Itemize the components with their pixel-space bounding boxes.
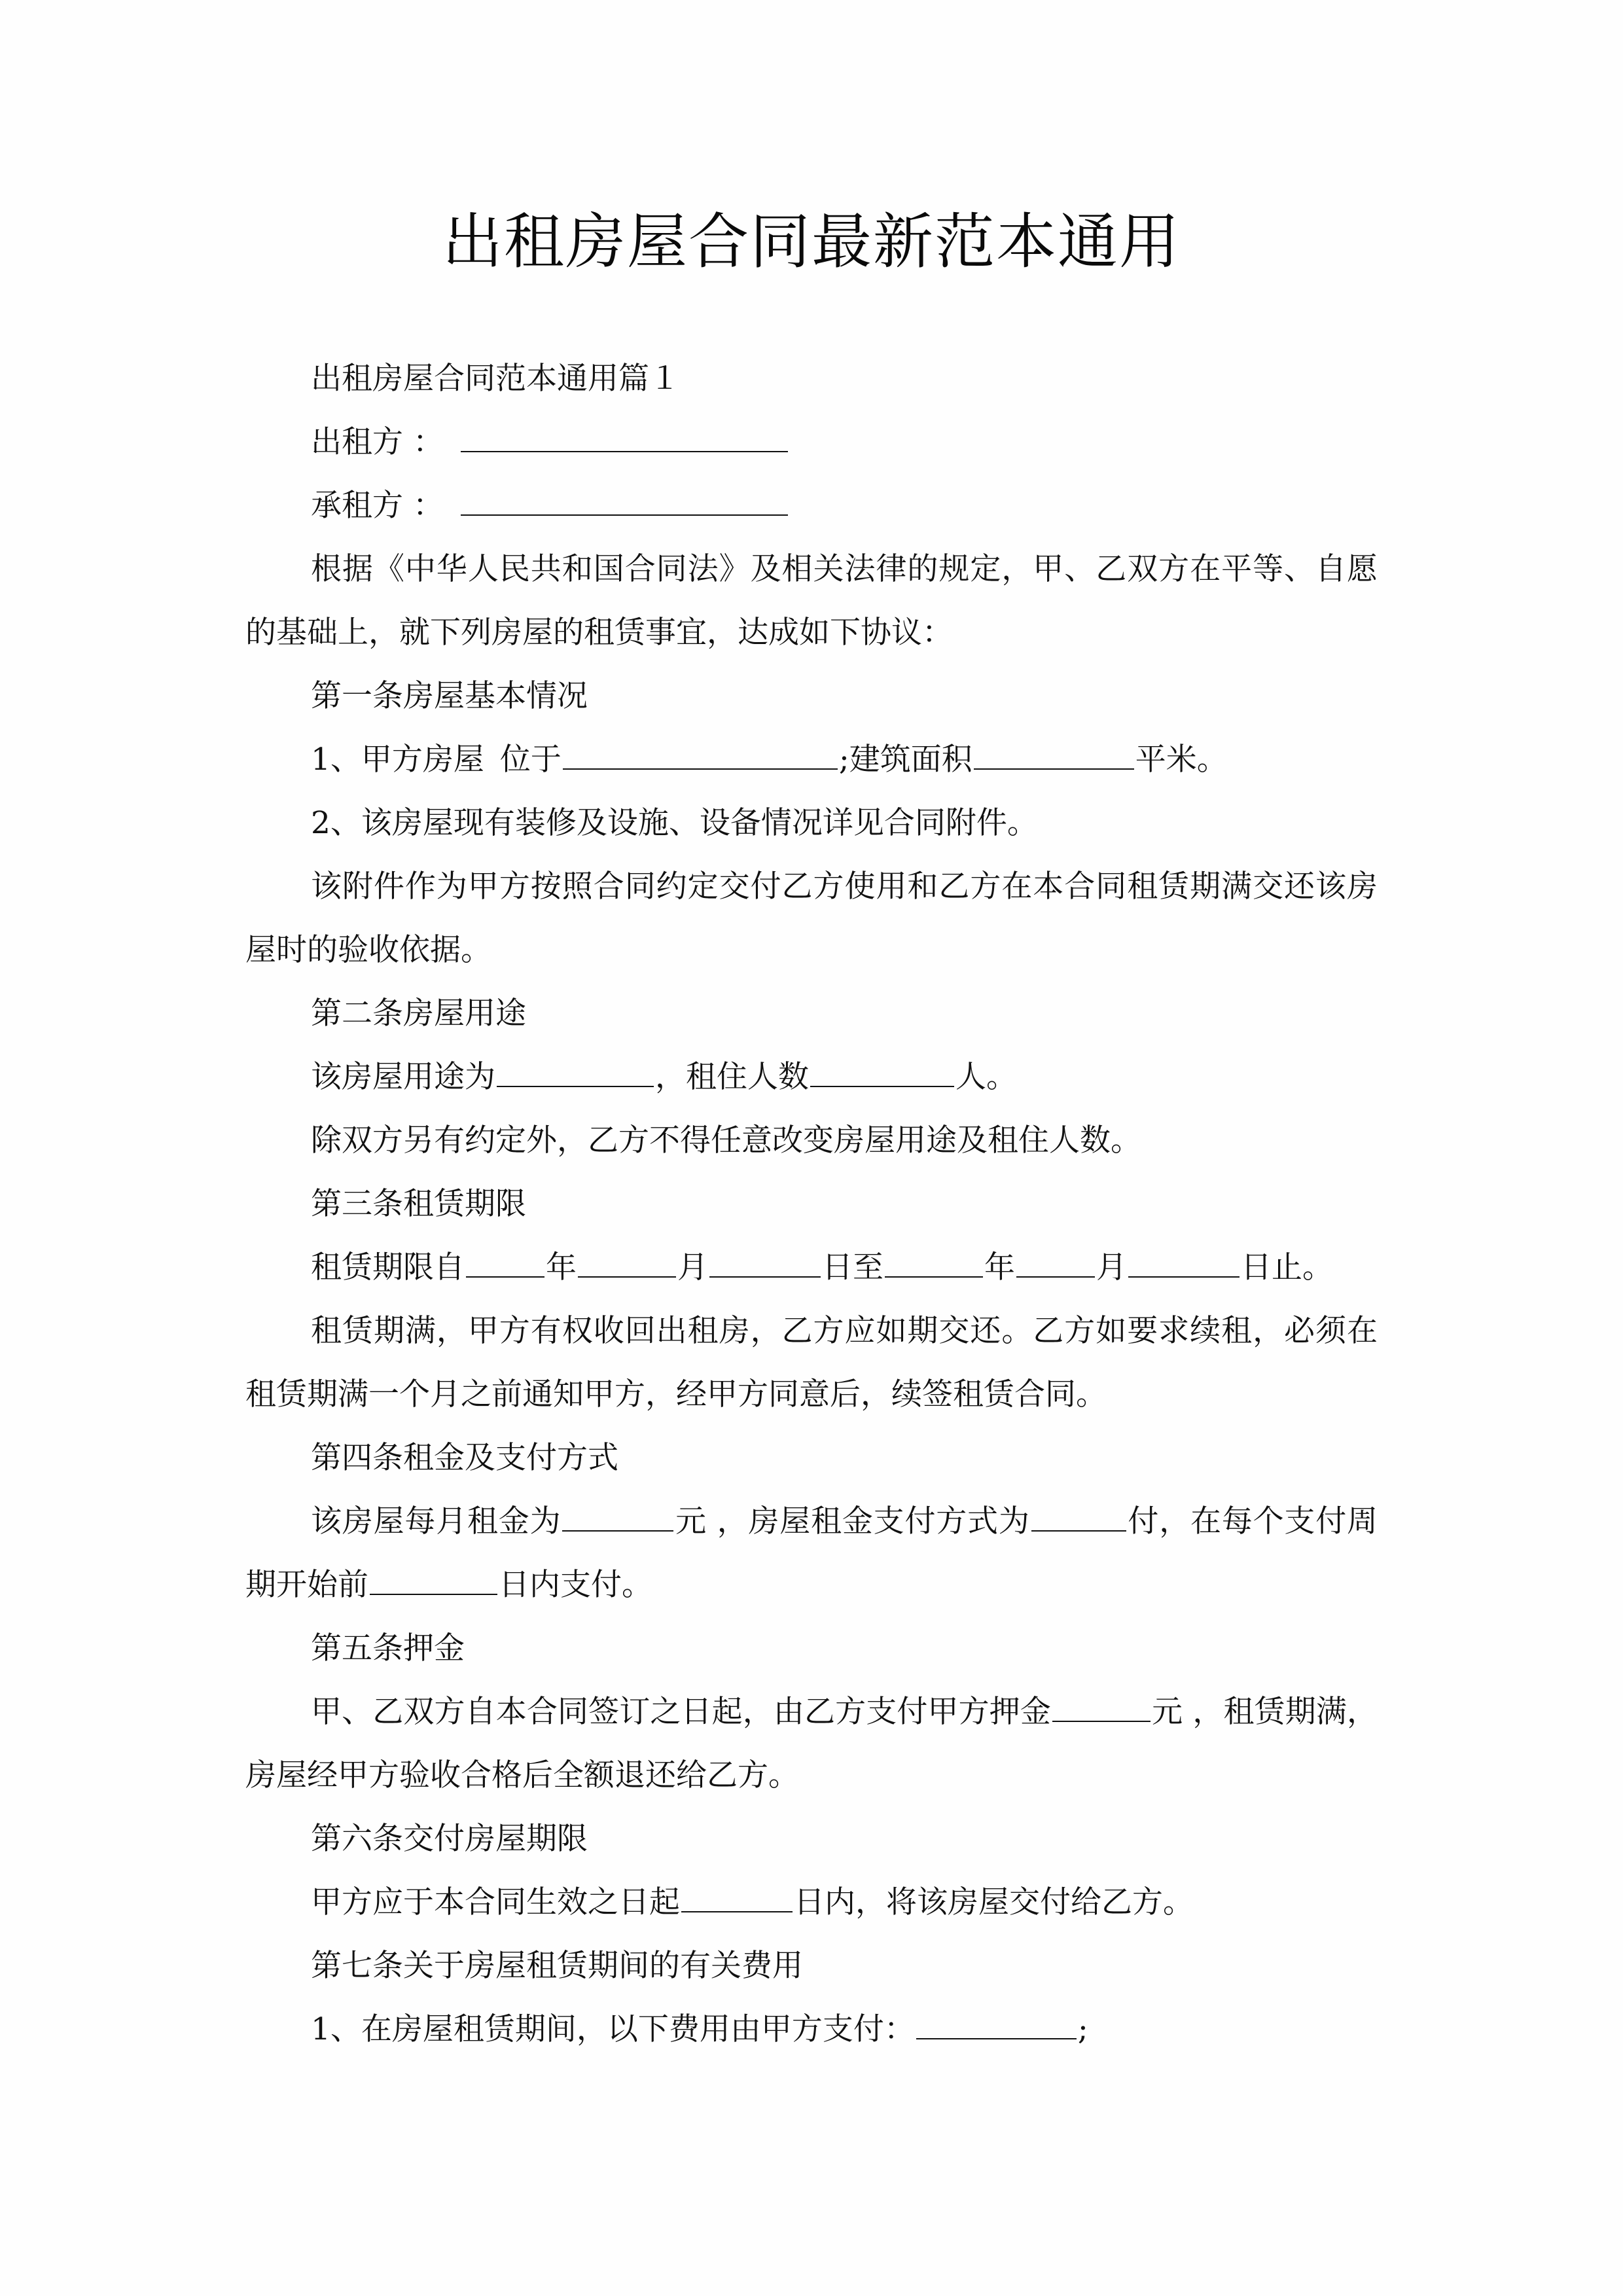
- article3-term: [245, 1236, 1378, 1299]
- fees-text-b: ;: [1077, 2011, 1088, 2047]
- use-text-c: 人。: [955, 1059, 1017, 1095]
- end-day-blank[interactable]: [1128, 1250, 1240, 1278]
- end-year-blank[interactable]: [885, 1250, 983, 1278]
- use-blank[interactable]: [497, 1060, 654, 1087]
- article6-delivery: [245, 1871, 1378, 1934]
- preamble-line-2: 愿的基础上，就下列房屋的租赁事宜，达成如下协议：: [245, 551, 1378, 651]
- article2-use: [245, 1045, 1378, 1109]
- note-line-1: 该附件作为甲方按照合同约定交付乙方使用和乙方在本合同租赁期满交还: [311, 869, 1316, 905]
- year-label-1: 年: [546, 1249, 577, 1285]
- renew-line-2: 在租赁期满一个月之前通知甲方，经甲方同意后，续签租赁合同。: [245, 1313, 1378, 1412]
- monthly-rent-blank[interactable]: [562, 1504, 673, 1532]
- item1-text-a: 1、甲方房屋: [311, 742, 484, 778]
- use-text-a: 该房屋用途为: [311, 1059, 495, 1095]
- term-end-label: 日止。: [1241, 1249, 1333, 1285]
- item1-text-d: 平米。: [1135, 742, 1228, 778]
- start-month-blank[interactable]: [578, 1250, 676, 1278]
- lessor-label: 出租方 ：: [311, 424, 444, 460]
- occupants-blank[interactable]: [810, 1060, 954, 1087]
- rent-text-a: 该房屋每月租金为: [311, 1503, 562, 1539]
- preamble-line-1: 根据《中华人民共和国合同法》及相关法律的规定，甲、乙双方在平等、自: [311, 551, 1347, 587]
- article3-renewal: [245, 1299, 1378, 1426]
- delivery-days-blank[interactable]: [681, 1885, 793, 1912]
- lessor-blank[interactable]: [461, 425, 788, 452]
- renew-line-1: 租赁期满，甲方有权收回出租房，乙方应如期交还。乙方如要求续租，必须: [311, 1313, 1347, 1349]
- use-text-b: ，租住人数: [655, 1059, 809, 1095]
- document-body: [245, 347, 1378, 2061]
- payment-method-blank[interactable]: [1031, 1504, 1126, 1532]
- rent-text-e: 日内支付。: [499, 1567, 652, 1603]
- article2-heading: 第二条房屋用途: [311, 996, 526, 1031]
- article4-heading: 第四条租金及支付方式: [311, 1440, 618, 1476]
- deposit-text-a: 甲、乙双方自本合同签订之日起，由乙方支付甲方押金: [311, 1694, 1052, 1730]
- subtitle: 出租房屋合同范本通用篇１: [311, 361, 680, 397]
- location-blank[interactable]: [563, 742, 838, 770]
- area-blank[interactable]: [974, 742, 1134, 770]
- fees-text-a: 1、在房屋租赁期间，以下费用由甲方支付：: [311, 2011, 915, 2047]
- rent-text-d: 周期开始前: [245, 1503, 1378, 1603]
- payment-days-blank[interactable]: [370, 1568, 497, 1595]
- item1-text-b: 位于: [499, 742, 562, 778]
- deposit-blank[interactable]: [1052, 1695, 1150, 1722]
- article1-item2: 2、该房屋现有装修及设施、设备情况详见合同附件。: [311, 805, 1038, 841]
- lessee-label: 承租方 ：: [311, 488, 444, 524]
- article1-item1: [245, 728, 1378, 791]
- note-line-2: 该房屋时的验收依据。: [245, 869, 1378, 968]
- article5-heading: 第五条押金: [311, 1630, 465, 1666]
- start-day-blank[interactable]: [709, 1250, 821, 1278]
- article1-note: [245, 855, 1378, 982]
- item1-text-c: ;建筑面积: [838, 742, 972, 778]
- article7-heading: 第七条关于房屋租赁期间的有关费用: [311, 1948, 803, 1984]
- end-month-blank[interactable]: [1016, 1250, 1095, 1278]
- deposit-text-c: 满，房屋经甲方验收合格后全额退还给乙方。: [245, 1694, 1378, 1793]
- day-to-label: 日至: [822, 1249, 883, 1285]
- article1-heading: 第一条房屋基本情况: [311, 678, 588, 714]
- article2-restriction: 除双方另有约定外，乙方不得任意改变房屋用途及租住人数。: [311, 1122, 1141, 1158]
- lessee-line: [245, 474, 1378, 537]
- lessor-line: [245, 410, 1378, 474]
- article6-heading: 第六条交付房屋期限: [311, 1821, 588, 1857]
- delivery-text-a: 甲方应于本合同生效之日起: [311, 1884, 680, 1920]
- year-label-2: 年: [984, 1249, 1015, 1285]
- month-label-2: 月: [1096, 1249, 1127, 1285]
- article5-deposit: [245, 1680, 1378, 1807]
- preamble: [245, 537, 1378, 664]
- article3-heading: 第三条租赁期限: [311, 1186, 526, 1222]
- lessee-blank[interactable]: [461, 488, 788, 516]
- article7-item1: [245, 1998, 1378, 2061]
- start-year-blank[interactable]: [466, 1250, 544, 1278]
- document-title: 出租房屋合同最新范本通用: [442, 207, 1181, 277]
- rent-text-c: 付，在每个支付: [1127, 1503, 1347, 1539]
- article4-rent: [245, 1490, 1378, 1617]
- month-label-1: 月: [677, 1249, 708, 1285]
- term-text-a: 租赁期限自: [311, 1249, 465, 1285]
- delivery-text-b: 日内，将该房屋交付给乙方。: [794, 1884, 1194, 1920]
- deposit-text-b: 元 ，租赁期: [1152, 1694, 1316, 1730]
- lessor-fees-blank[interactable]: [916, 2012, 1077, 2039]
- rent-text-b: 元 ，房屋租金支付方式为: [675, 1503, 1030, 1539]
